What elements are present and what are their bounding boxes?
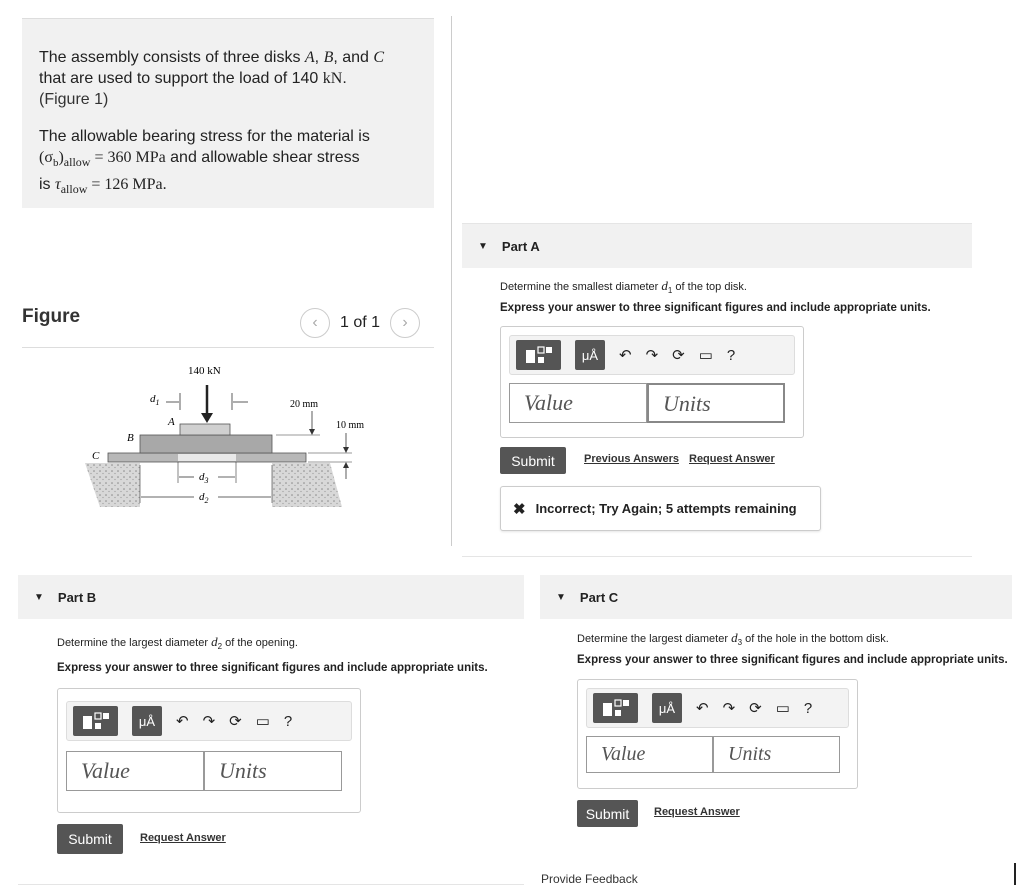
part-a-value-input[interactable]: Value [509, 383, 647, 423]
undo-icon[interactable]: ↶ [619, 347, 632, 364]
figure-nav [300, 306, 420, 340]
chevron-left-icon: ‹ [312, 314, 318, 331]
load-label: 140 kN [188, 365, 221, 377]
part-b-answer-box [57, 688, 361, 813]
part-a-header[interactable] [462, 224, 972, 268]
part-a-title: Part A [501, 238, 540, 254]
d2-label: $d_2$ [199, 491, 209, 505]
part-c-instruction: Determine the largest diameter $d_3$ of the hole in the bottom disk. [577, 630, 889, 648]
disk-b-label: B [127, 432, 134, 444]
x-icon: ✖ [513, 500, 526, 518]
ground-right [272, 463, 342, 507]
disk-c-hole [178, 454, 236, 461]
thickness-20-label: 20 mm [290, 399, 319, 410]
disk-a [180, 424, 230, 435]
part-a-units-input[interactable]: Units [647, 383, 785, 423]
disk-c-label: C [92, 450, 100, 462]
reset-icon[interactable]: ⟳ [749, 700, 762, 717]
part-a-toolbar [509, 335, 795, 375]
units-template-button[interactable]: μÅ [652, 693, 682, 723]
part-c-value-input[interactable]: Value [586, 736, 713, 773]
redo-icon[interactable]: ↷ [645, 347, 659, 364]
part-a-instruction: Determine the smallest diameter $d_1$ of the top disk. [500, 278, 747, 296]
part-b-request-answer-link[interactable]: Request Answer [140, 832, 226, 844]
next-figure-button[interactable] [390, 308, 420, 338]
assembly-figure [80, 355, 400, 515]
problem-paragraph-2: The allowable bearing stress for the material is $(\sigma_b)_{allow} = 360$ MPa and allowable shear stress is $\tau_{allow} = 126$ MPa. [39, 128, 370, 197]
d3-label: $d_3$ [199, 471, 209, 485]
redo-icon[interactable]: ↷ [722, 700, 736, 717]
part-b-instruction: Determine the largest diameter $d_2$ of the opening. [57, 634, 298, 652]
template-icon [601, 698, 631, 718]
help-icon[interactable]: ? [283, 712, 293, 730]
keyboard-icon[interactable]: ▭ [775, 700, 790, 717]
d1-label: $d_1$ [150, 393, 160, 407]
part-c-request-answer-link[interactable]: Request Answer [654, 806, 740, 818]
units-template-button[interactable]: μÅ [132, 706, 162, 736]
part-b-units-input[interactable]: Units [204, 751, 342, 791]
template-icon [524, 345, 554, 365]
part-c-answer-box [577, 679, 858, 789]
part-a-submit-button[interactable]: Submit [500, 447, 566, 474]
keyboard-icon[interactable]: ▭ [255, 713, 270, 730]
help-icon[interactable]: ? [803, 699, 813, 717]
problem-paragraph-1: The assembly consists of three disks A, B, and C that are used to support the load of 140 kN. (Figure 1) [39, 49, 385, 108]
part-b-title: Part B [57, 589, 97, 605]
part-b-value-input[interactable]: Value [66, 751, 204, 791]
reset-icon[interactable]: ⟳ [672, 347, 685, 364]
part-a-express: Express your answer to three significant figures and include appropriate units. [500, 302, 931, 314]
undo-icon[interactable]: ↶ [696, 700, 709, 717]
feedback-text: Incorrect; Try Again; 5 attempts remaining [535, 501, 797, 516]
thickness-10-label: 10 mm [336, 420, 365, 431]
part-b-toolbar [66, 701, 352, 741]
column-divider [451, 16, 452, 546]
scrollbar-handle[interactable] [1014, 863, 1016, 885]
figure-divider [22, 347, 434, 348]
part-c-submit-button[interactable]: Submit [577, 800, 638, 827]
fraction-template-button[interactable] [73, 706, 118, 736]
help-icon[interactable]: ? [726, 346, 736, 364]
undo-icon[interactable]: ↶ [176, 713, 189, 730]
chevron-right-icon: › [402, 314, 408, 331]
template-icon [81, 711, 111, 731]
part-a-request-answer-link[interactable]: Request Answer [689, 453, 775, 465]
collapse-triangle-icon: ▼ [34, 591, 44, 603]
figure-title: Figure [22, 306, 81, 327]
fraction-template-button[interactable] [593, 693, 638, 723]
disk-b [140, 435, 272, 453]
figure-counter: 1 of 1 [340, 314, 381, 331]
ground-left [85, 463, 140, 507]
part-b-express: Express your answer to three significant figures and include appropriate units. [57, 662, 488, 674]
provide-feedback-link[interactable]: Provide Feedback [541, 872, 638, 886]
disk-a-label: A [168, 416, 175, 428]
reset-icon[interactable]: ⟳ [229, 713, 242, 730]
part-b-header[interactable] [18, 575, 524, 619]
fraction-template-button[interactable] [516, 340, 561, 370]
part-a-feedback [500, 486, 821, 531]
prev-figure-button[interactable] [300, 308, 330, 338]
part-c-title: Part C [579, 589, 619, 605]
collapse-triangle-icon: ▼ [556, 591, 566, 603]
part-a-previous-answers-link[interactable]: Previous Answers [584, 453, 679, 465]
problem-statement [22, 18, 434, 208]
part-c-header[interactable] [540, 575, 1012, 619]
part-c-express: Express your answer to three significant figures and include appropriate units. [577, 654, 1008, 666]
units-template-button[interactable]: μÅ [575, 340, 605, 370]
redo-icon[interactable]: ↷ [202, 713, 216, 730]
collapse-triangle-icon: ▼ [478, 240, 488, 252]
part-a-answer-box [500, 326, 804, 438]
keyboard-icon[interactable]: ▭ [698, 347, 713, 364]
part-c-toolbar [586, 688, 849, 728]
figure-link[interactable]: (Figure 1) [39, 91, 109, 108]
part-b-submit-button[interactable]: Submit [57, 824, 123, 854]
part-c-units-input[interactable]: Units [713, 736, 840, 773]
